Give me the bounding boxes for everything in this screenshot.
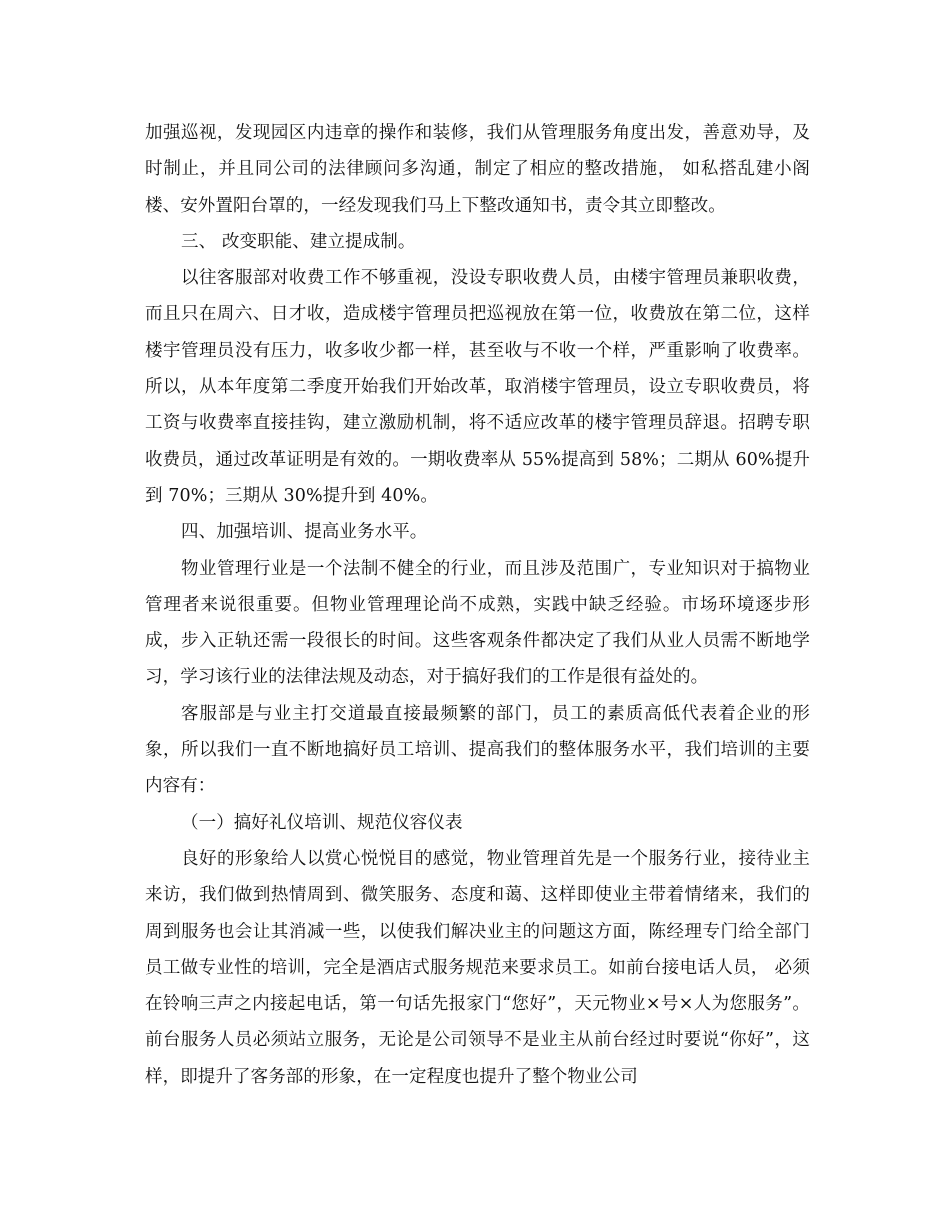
paragraph-industry-learning: 物业管理行业是一个法制不健全的行业，而且涉及范围广，专业知识对于搞物业管理者来说很重要。但物业管理理论尚不成熟，实践中缺乏经验。市场环境逐步形成，步入正轨还需一段很长的时间。这些客观条件都决定了我们从业人员需不断地学习，学习该行业的法律法规及动态，对于搞好我们的工作是很有益处的。 xyxy=(145,558,810,688)
section-heading-three: 三、 改变职能、建立提成制。 xyxy=(181,231,416,252)
paragraph-etiquette-details: 良好的形象给人以赏心悦悦目的感觉，物业管理首先是一个服务行业，接待业主来访，我们做到热情周到、微笑服务、态度和蔼、这样即使业主带着情绪来，我们的周到服务也会让其消减一些，以使我们解决业主的问题这方面，陈经理专门给全部门员工做专业性的培训，完全是酒店式服务规范来要求员工。如前台接电话人员， 必须在铃响三声之内接起电话，第一句话先报家门“您好”，天元物业×号×人为您服务”。前台服务人员必须站立服务，无论是公司领导不是业主从前台经过时要说“你好”，这样，即提升了客务部的形象，在一定程度也提升了整个物业公司 xyxy=(145,848,810,1087)
paragraph-patrol: 加强巡视，发现园区内违章的操作和装修，我们从管理服务角度出发，善意劝导，及时制止，并且同公司的法律顾问多沟通，制定了相应的整改措施， 如私搭乱建小阁楼、安外置阳台罩的，一经发现我们马上下整改通知书，责令其立即整改。 xyxy=(145,123,810,216)
subheading-etiquette-training: （一）搞好礼仪培训、规范仪容仪表 xyxy=(181,812,463,833)
document-body xyxy=(145,115,810,1095)
paragraph-fee-reform: 以往客服部对收费工作不够重视，没设专职收费人员，由楼宇管理员兼职收费，而且只在周六、日才收，造成楼宇管理员把巡视放在第一位，收费放在第二位，这样楼宇管理员没有压力，收多收少都一样，甚至收与不收一个样，严重影响了收费率。所以，从本年度第二季度开始我们开始改革，取消楼宇管理员，设立专职收费员，将工资与收费率直接挂钩，建立激励机制，将不适应改革的楼宇管理员辞退。招聘专职收费员，通过改革证明是有效的。一期收费率从 55%提高到 58%；二期从 60%提升到 70%；三期从 30%提升到 40%。 xyxy=(145,268,810,506)
paragraph-training-intro: 客服部是与业主打交道最直接最频繁的部门，员工的素质高低代表着企业的形象，所以我们一直不断地搞好员工培训、提高我们的整体服务水平，我们培训的主要内容有： xyxy=(145,703,810,797)
section-heading-four: 四、加强培训、提高业务水平。 xyxy=(181,522,428,543)
